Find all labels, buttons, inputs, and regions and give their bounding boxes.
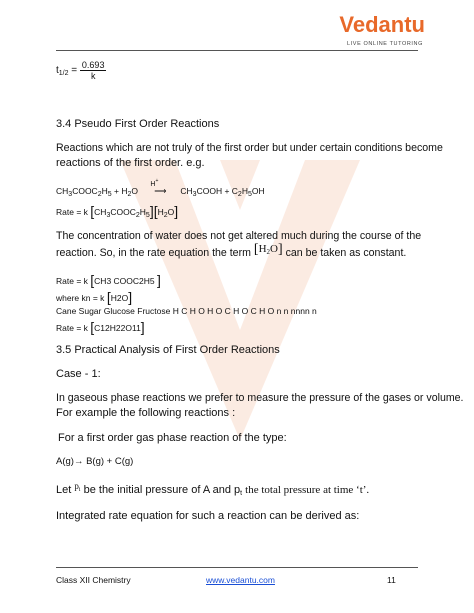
rate1-t2b: O xyxy=(167,207,175,217)
equals-sign: = xyxy=(71,65,78,77)
catalyst-plus: + xyxy=(155,178,159,184)
r1-a: CH xyxy=(56,186,69,196)
catalyst xyxy=(150,178,158,188)
section-35-para2: For a first order gas phase reaction of the type: xyxy=(58,432,287,444)
r2-close: ] xyxy=(157,272,161,288)
r1-sub3: 3 xyxy=(68,191,73,198)
rate-equation-1 xyxy=(56,203,178,219)
cane-sugar-line: Cane Sugar Glucose Fructose H C H O H O C H O C H O n n nnnn n xyxy=(56,306,317,316)
let-text-b: be the initial pressure of A and p xyxy=(83,484,241,496)
footer-left: Class XII Chemistry xyxy=(56,575,131,585)
formula-denominator: k xyxy=(90,71,96,81)
formula-lhs-sub: 1/2 xyxy=(58,70,69,78)
pt-sub: t xyxy=(240,490,243,497)
section-35-heading: 3.5 Practical Analysis of First Order Reactions xyxy=(56,344,280,356)
kn-close: ] xyxy=(128,289,133,305)
kn-equation xyxy=(56,289,132,305)
arrow-glyph: ⟶ xyxy=(154,186,167,196)
rate2-term: CH3 COOC2H5 xyxy=(94,276,155,286)
p2-b: H xyxy=(241,186,248,196)
p2-c: OH xyxy=(251,186,265,196)
footer-divider xyxy=(56,567,418,568)
bracket-open: [ xyxy=(90,203,95,219)
bracket-close-2: ] xyxy=(174,203,179,219)
section-34-heading: 3.4 Pseudo First Order Reactions xyxy=(56,118,220,130)
pi-p: p xyxy=(74,481,79,491)
formula-fraction xyxy=(80,60,107,81)
bracket-open-2: [ xyxy=(153,203,158,219)
section-34-para2-line2 xyxy=(56,242,407,265)
r1-sub5: 5 xyxy=(107,191,112,198)
kn-term: H2O xyxy=(110,293,129,303)
pi-symbol xyxy=(74,481,80,491)
logo-tagline: LIVE ONLINE TUTORING xyxy=(347,41,423,47)
r1-c: H xyxy=(101,186,108,196)
r2-open: [ xyxy=(90,272,95,288)
formula-lhs: t xyxy=(56,65,59,77)
para2-text-a: reaction. So, in the rate equation the term xyxy=(56,247,251,259)
r1-sub2: 2 xyxy=(97,191,102,198)
section-35-para1-line2: For example the following reactions : xyxy=(56,407,236,419)
r1-b: COOC xyxy=(72,186,98,196)
section-34-para1-line1: Reactions which are not truly of the first order but under certain conditions become xyxy=(56,142,443,154)
half-life-formula xyxy=(56,60,106,81)
rate2-prefix: Rate = k xyxy=(56,276,88,286)
p2-sub5: 5 xyxy=(247,191,252,198)
rate1-t1a: CH xyxy=(94,207,107,217)
rate3-prefix: Rate = k xyxy=(56,323,88,333)
p1-a: CH xyxy=(180,186,193,196)
catalyst-h: H xyxy=(150,181,156,188)
rate1-t1b: COOC xyxy=(110,207,136,217)
gas-reaction: A(g)→ B(g) + C(g) xyxy=(56,456,134,467)
rate1-sub5: 5 xyxy=(145,212,150,219)
wt-o: O xyxy=(270,243,278,255)
water-term xyxy=(254,243,283,255)
rate1-t2-sub: 2 xyxy=(163,212,168,219)
wt-close: ] xyxy=(277,242,283,257)
p1-b: COOH + C xyxy=(196,186,238,196)
bracket-close: ] xyxy=(149,203,154,219)
rate1-t2a: H xyxy=(157,207,164,217)
rate1-sub2: 2 xyxy=(135,212,140,219)
wt-open: [ xyxy=(253,242,259,257)
hydrolysis-reaction xyxy=(56,178,265,198)
integrated-rate-text: Integrated rate equation for such a reaction can be derived as: xyxy=(56,510,360,522)
section-34-para1-line2: reactions of the first order. e.g. xyxy=(56,157,205,169)
case-label: Case - 1: xyxy=(56,368,101,380)
let-word: Let xyxy=(56,484,72,496)
kn-prefix: where kn = k xyxy=(56,293,105,303)
page-number: 11 xyxy=(387,575,396,585)
footer-link[interactable]: www.vedantu.com xyxy=(206,575,275,585)
wt-h: H xyxy=(258,243,267,255)
reaction-arrow xyxy=(140,178,180,197)
section-35-para1-line1: In gaseous phase reactions we prefer to measure the pressure of the gases or volume. xyxy=(56,392,464,404)
rate3-term: C12H22O11 xyxy=(94,323,141,333)
para2-text-b: can be taken as constant. xyxy=(285,247,407,259)
wt-sub: 2 xyxy=(266,248,271,256)
r3-close: ] xyxy=(140,319,145,335)
plus-water: + H xyxy=(114,186,128,196)
water-sub2: 2 xyxy=(127,191,132,198)
formula-numerator: 0.693 xyxy=(81,60,105,70)
section-34-para2-line1: The concentration of water does not get altered much during the course of the xyxy=(56,230,422,242)
rate1-sub3: 3 xyxy=(106,212,111,219)
header-divider xyxy=(56,50,418,51)
rate-equation-2 xyxy=(56,272,161,288)
kn-open: [ xyxy=(106,289,111,305)
rate1-prefix: Rate = k xyxy=(56,207,88,217)
water-o: O xyxy=(131,186,139,196)
let-text-c: the total pressure at time ‘t’. xyxy=(245,484,370,496)
r3-open: [ xyxy=(90,319,95,335)
let-line xyxy=(56,482,369,503)
logo-text: Vedantu xyxy=(339,12,425,37)
p2-sub2: 2 xyxy=(237,191,242,198)
rate-equation-3 xyxy=(56,319,145,335)
rate1-t1c: H xyxy=(139,207,146,217)
pi-sub: i xyxy=(78,487,81,493)
p1-sub3: 3 xyxy=(192,191,197,198)
